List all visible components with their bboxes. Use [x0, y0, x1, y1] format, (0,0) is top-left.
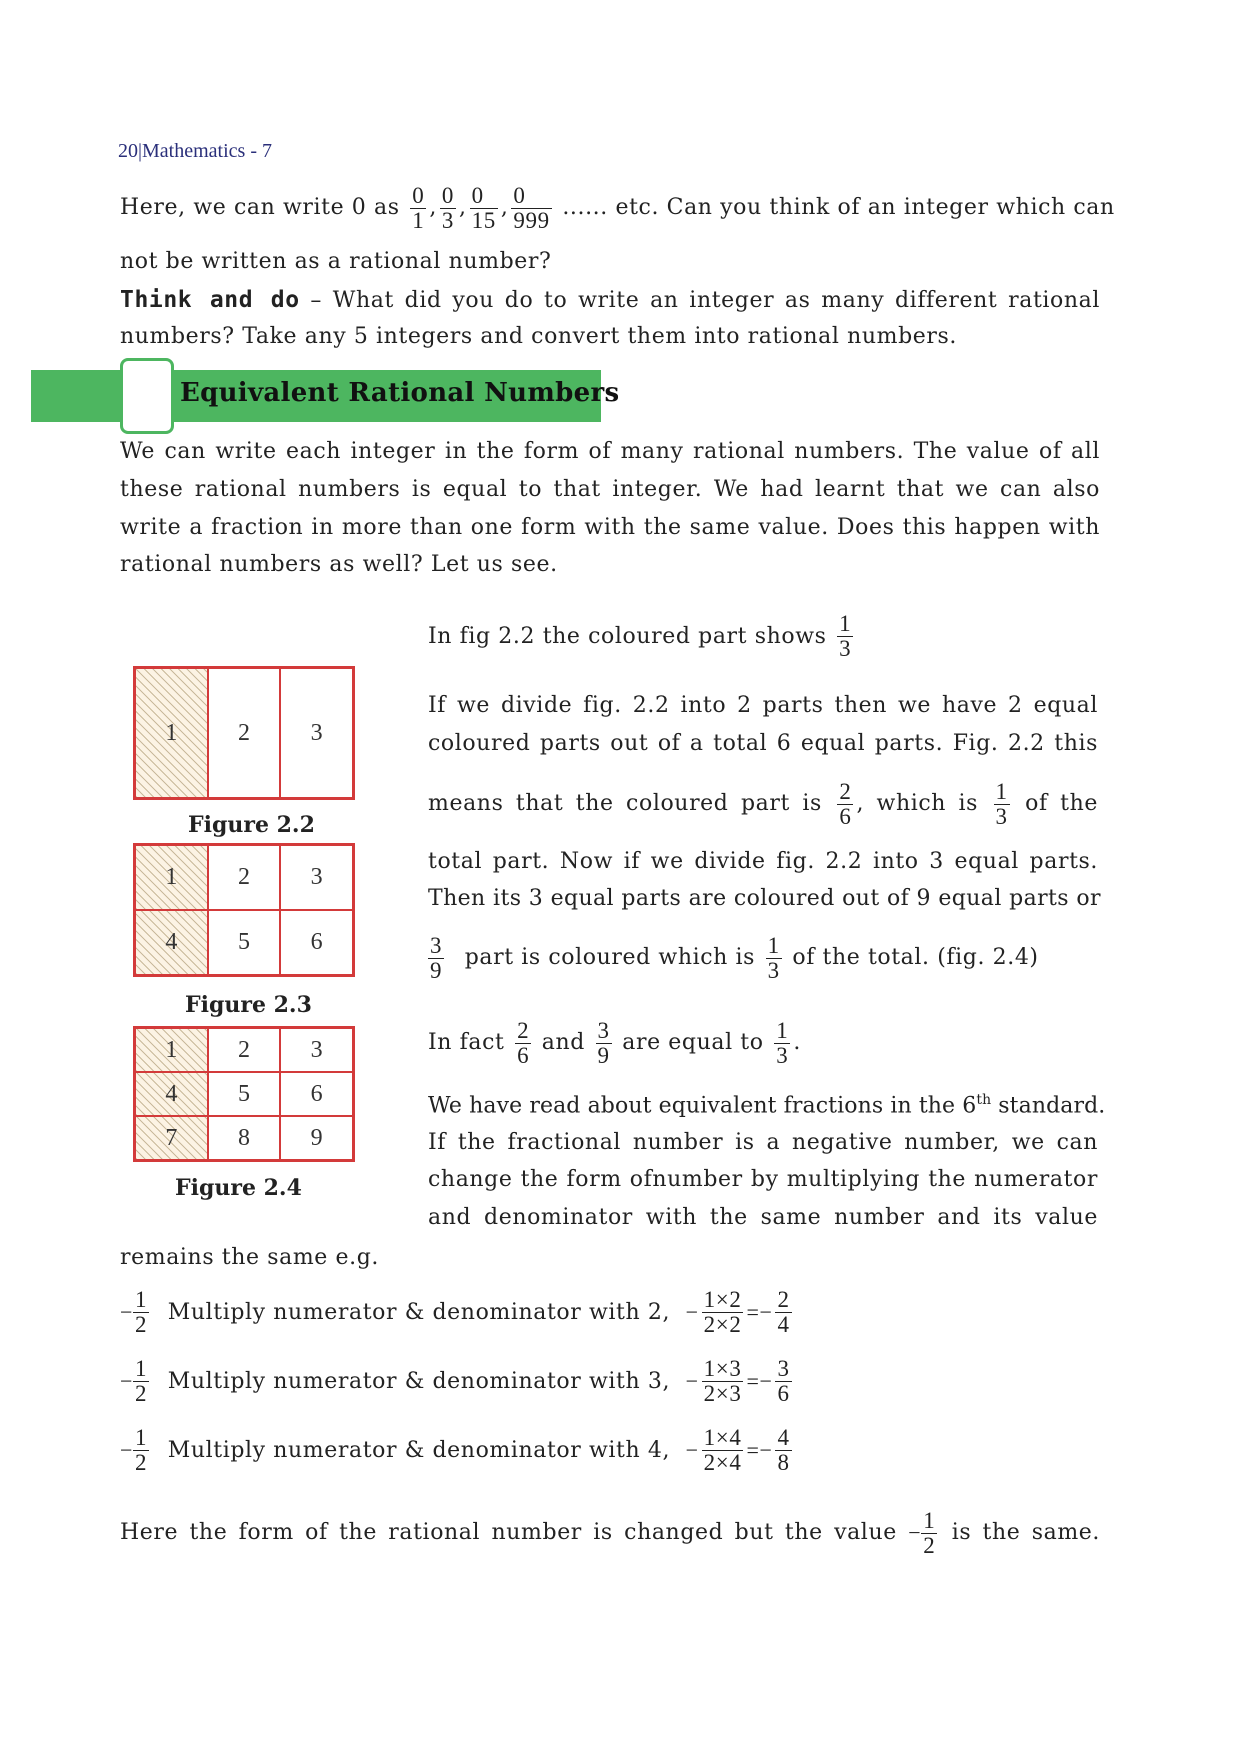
grid-cell: 5 [208, 910, 281, 975]
page-header [118, 140, 272, 163]
grid-cell: 1 [135, 668, 208, 798]
zero-frac-3: $\frac{0}{15}$ [471, 182, 496, 233]
right-line-10: If the fractional number is a negative number, we can [428, 1130, 1098, 1155]
fraction: $\frac{1}{3}$ [839, 611, 852, 661]
header-separator: | [138, 140, 143, 162]
grid-cell: 8 [208, 1116, 281, 1160]
right-line-4: means that the coloured part is $\frac{2}{6}$ , which is $\frac{1}{3}$ of the [428, 778, 1098, 829]
para1-line-1: We can write each integer in the form of many rational numbers. The value of all [120, 439, 1100, 464]
fraction: $\frac{1\times 2}{2\times 2}$ [703, 1287, 742, 1337]
grid-cell: 3 [280, 668, 353, 798]
figure-2-2-caption: Figure 2.2 [188, 812, 315, 838]
section-tab [120, 358, 174, 434]
grid-cell: 7 [135, 1116, 208, 1160]
fraction: $\frac{1\times 4}{2\times 4}$ [703, 1425, 742, 1475]
fraction: $\frac{1}{2}$ [135, 1356, 148, 1406]
zero-frac-1: $\frac{0}{1}$ [412, 182, 425, 233]
page-number: 20 [118, 140, 138, 162]
para1-line-3: write a fraction in more than one form with the same value. Does this happen with [120, 515, 1100, 540]
fraction: $\frac{1}{3}$ [767, 932, 780, 983]
right-line-3: coloured parts out of a total 6 equal parts. Fig. 2.2 this [428, 731, 1098, 756]
grid-cell: 2 [208, 1028, 281, 1072]
grid-cell: 1 [135, 1028, 208, 1072]
figure-2-3-caption: Figure 2.3 [185, 992, 312, 1018]
para1-line-2: these rational numbers is equal to that integer. We had learnt that we can also [120, 477, 1100, 502]
fraction: $\frac{1\times 3}{2\times 3}$ [703, 1356, 742, 1406]
grid-cell: 4 [135, 1072, 208, 1116]
figure-2-3-grid [133, 843, 355, 977]
right-line-12: and denominator with the same number and its value [428, 1205, 1098, 1230]
fraction: $\frac{1}{2}$ [135, 1425, 148, 1475]
grid-cell: 1 [135, 845, 208, 910]
grid-cell: 3 [280, 1028, 353, 1072]
grid-cell: 5 [208, 1072, 281, 1116]
grid-cell: 9 [280, 1116, 353, 1160]
section-title: Equivalent Rational Numbers [180, 378, 620, 408]
para1-line-4: rational numbers as well? Let us see. [120, 552, 558, 577]
grid-cell: 2 [208, 845, 281, 910]
remains-line: remains the same e.g. [120, 1245, 379, 1270]
right-line-8: In fact $\frac{2}{6}$ and $\frac{3}{9}$ are equal to $\frac{1}{3}$ . [428, 1017, 801, 1068]
fraction: $\frac{3}{9}$ [597, 1017, 610, 1068]
right-line-1: In fig 2.2 the coloured part shows $\frac{1}{3}$ [428, 611, 852, 661]
fraction: $\frac{3}{9}$ [430, 932, 443, 983]
figure-2-4-grid [133, 1026, 355, 1162]
grid-cell: 6 [280, 910, 353, 975]
right-line-9: We have read about equivalent fractions in the 6th standard. [428, 1092, 1106, 1119]
fraction: $\frac{2}{4}$ [777, 1287, 790, 1337]
right-line-2: If we divide fig. 2.2 into 2 parts then we have 2 equal [428, 693, 1098, 718]
think-line-2: numbers? Take any 5 integers and convert them into rational numbers. [120, 324, 958, 349]
zero-frac-4: $\frac{0}{999}$ [513, 182, 550, 233]
example-row-2: − $\frac{1}{2}$ Multiply numerator & denominator with 3, − $\frac{1\times 3}{2\times 3}$ =− $\frac{3}{6}$ [120, 1356, 790, 1406]
grid-cell: 2 [208, 668, 281, 798]
fraction: $\frac{1}{3}$ [776, 1017, 789, 1068]
fraction: $\frac{1}{2}$ [135, 1287, 148, 1337]
right-line-7: $\frac{3}{9}$ part is coloured which is $\frac{1}{3}$ of the total. (fig. 2.4) [430, 932, 1039, 983]
grid-cell: 3 [280, 845, 353, 910]
fraction: $\frac{3}{6}$ [777, 1356, 790, 1406]
example-row-3: − $\frac{1}{2}$ Multiply numerator & denominator with 4, − $\frac{1\times 4}{2\times 4}$ =− $\frac{4}{8}$ [120, 1425, 790, 1475]
think-and-do: Think and do – What did you do to write an integer as many different rational [120, 287, 1100, 313]
figure-2-4-caption: Figure 2.4 [175, 1175, 302, 1201]
conclusion-line: Here the form of the rational number is changed but the value − $\frac{1}{2}$ is the same. [120, 1507, 1101, 1558]
fraction: $\frac{1}{2}$ [923, 1507, 936, 1558]
intro-line-1: Here, we can write 0 as $\frac{0}{1}$ , $\frac{0}{3}$ , $\frac{0}{15}$ , $\frac{0}{999}$ ...... etc. Can you think of an integer which can [120, 182, 1115, 233]
grid-cell: 6 [280, 1072, 353, 1116]
figure-2-2-grid [133, 666, 355, 800]
fraction: $\frac{1}{3}$ [995, 778, 1008, 829]
right-line-11: change the form ofnumber by multiplying the numerator [428, 1167, 1098, 1192]
think-label: Think and do [120, 287, 300, 313]
fraction: $\frac{2}{6}$ [517, 1017, 530, 1068]
book-title: Mathematics - 7 [142, 140, 272, 162]
grid-cell: 4 [135, 910, 208, 975]
fraction: $\frac{2}{6}$ [839, 778, 852, 829]
example-row-1: − $\frac{1}{2}$ Multiply numerator & denominator with 2, − $\frac{1\times 2}{2\times 2}$ =− $\frac{2}{4}$ [120, 1287, 790, 1337]
zero-frac-2: $\frac{0}{3}$ [441, 182, 455, 233]
fraction: $\frac{4}{8}$ [777, 1425, 790, 1475]
right-line-5: total part. Now if we divide fig. 2.2 into 3 equal parts. [428, 849, 1098, 874]
intro-line-2: not be written as a rational number? [120, 249, 552, 274]
right-line-6: Then its 3 equal parts are coloured out of 9 equal parts or [428, 886, 1101, 911]
